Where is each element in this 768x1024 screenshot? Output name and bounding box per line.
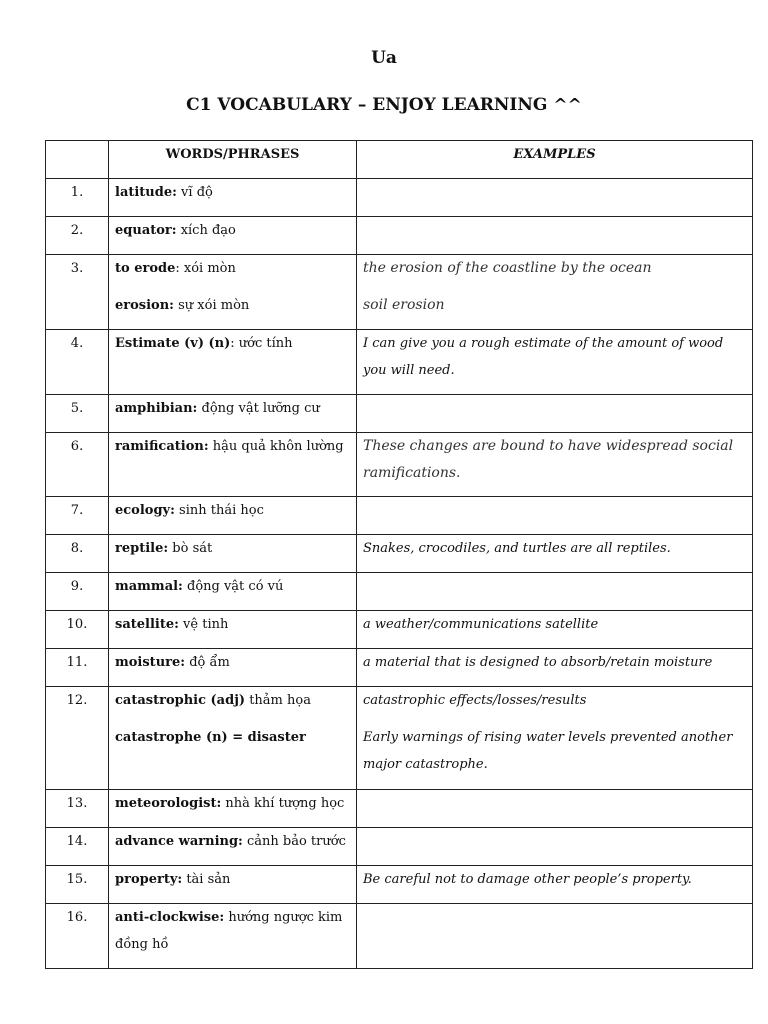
word-term: equator: <box>115 223 177 238</box>
header-words-phrases: WORDS/PHRASES <box>109 141 357 179</box>
example-text: Early warnings of rising water levels prevented another major catastrophe. <box>363 730 733 772</box>
example-cell <box>357 255 753 330</box>
example-cell <box>357 433 753 497</box>
table-row <box>46 255 753 330</box>
author-name: Ua <box>371 48 397 68</box>
row-number: 11. <box>46 649 109 687</box>
word-cell <box>109 255 357 330</box>
example-text: soil erosion <box>363 297 445 313</box>
table-row <box>46 687 753 790</box>
table-row <box>46 611 753 649</box>
word-term: erosion: <box>115 298 174 313</box>
row-number: 14. <box>46 828 109 866</box>
word-meaning: động vật có vú <box>182 579 284 594</box>
word-term: to erode <box>115 261 176 276</box>
word-meaning: hậu quả khôn lường <box>208 439 344 454</box>
example-text: a weather/communications satellite <box>363 617 599 632</box>
word-term: catastrophic (adj) <box>115 693 246 708</box>
word-cell <box>109 217 357 255</box>
word-cell <box>109 395 357 433</box>
example-text: Snakes, crocodiles, and turtles are all reptiles. <box>363 541 671 556</box>
table-row <box>46 904 753 969</box>
example-cell <box>357 179 753 217</box>
word-meaning: : xói mòn <box>175 261 236 276</box>
word-term: ecology: <box>115 503 175 518</box>
table-row <box>46 573 753 611</box>
word-meaning: tài sản <box>182 872 231 887</box>
word-term: moisture: <box>115 655 186 670</box>
table-row <box>46 179 753 217</box>
table-row <box>46 790 753 828</box>
word-term: meteorologist: <box>115 796 222 811</box>
example-cell <box>357 395 753 433</box>
table-row <box>46 497 753 535</box>
word-meaning: vĩ độ <box>176 185 213 200</box>
example-cell <box>357 330 753 395</box>
row-number: 6. <box>46 433 109 497</box>
word-cell <box>109 330 357 395</box>
table-row <box>46 649 753 687</box>
row-number: 2. <box>46 217 109 255</box>
example-text: a material that is designed to absorb/retain moisture <box>363 655 713 670</box>
header-examples: EXAMPLES <box>357 141 753 179</box>
word-term: satellite: <box>115 617 179 632</box>
example-cell <box>357 497 753 535</box>
word-meaning: : ước tính <box>230 336 293 351</box>
word-meaning: nhà khí tượng học <box>221 796 345 811</box>
word-cell <box>109 611 357 649</box>
example-text: the erosion of the coastline by the ocean <box>363 260 652 276</box>
word-cell <box>109 573 357 611</box>
word-term: advance warning: <box>115 834 243 849</box>
word-meaning: thảm họa <box>245 693 311 708</box>
word-cell <box>109 433 357 497</box>
document-title: C1 VOCABULARY – ENJOY LEARNING ^^ <box>186 95 582 115</box>
word-term: mammal: <box>115 579 183 594</box>
row-number: 3. <box>46 255 109 330</box>
word-term: reptile: <box>115 541 169 556</box>
row-number: 7. <box>46 497 109 535</box>
example-cell <box>357 866 753 904</box>
vocabulary-table <box>45 140 753 969</box>
word-term: catastrophe (n) = disaster <box>115 730 306 745</box>
word-cell <box>109 649 357 687</box>
word-meaning: động vật lưỡng cư <box>197 401 320 416</box>
word-term: amphibian: <box>115 401 198 416</box>
example-text: Be careful not to damage other people’s property. <box>363 872 692 887</box>
table-row <box>46 535 753 573</box>
row-number: 15. <box>46 866 109 904</box>
word-cell <box>109 904 357 969</box>
row-number: 8. <box>46 535 109 573</box>
row-number: 9. <box>46 573 109 611</box>
example-cell <box>357 790 753 828</box>
table-row <box>46 433 753 497</box>
word-term: anti-clockwise: <box>115 910 225 925</box>
example-text: These changes are bound to have widespread social ramifications. <box>363 438 734 481</box>
example-cell <box>357 217 753 255</box>
word-meaning: cảnh bảo trước <box>242 834 346 849</box>
word-term: property: <box>115 872 183 887</box>
table-row <box>46 828 753 866</box>
word-cell <box>109 179 357 217</box>
example-cell <box>357 828 753 866</box>
row-number: 1. <box>46 179 109 217</box>
word-cell <box>109 497 357 535</box>
word-meaning: bò sát <box>168 541 213 556</box>
example-text: I can give you a rough estimate of the amount of wood you will need. <box>363 336 724 378</box>
example-cell <box>357 687 753 790</box>
row-number: 10. <box>46 611 109 649</box>
word-cell <box>109 790 357 828</box>
row-number: 5. <box>46 395 109 433</box>
word-meaning: sự xói mòn <box>173 298 250 313</box>
word-term: latitude: <box>115 185 177 200</box>
row-number: 13. <box>46 790 109 828</box>
example-cell <box>357 611 753 649</box>
row-number: 16. <box>46 904 109 969</box>
word-meaning: sinh thái học <box>174 503 264 518</box>
word-meaning: độ ẩm <box>185 655 230 670</box>
word-term: Estimate (v) (n) <box>115 336 231 351</box>
word-meaning: xích đạo <box>176 223 236 238</box>
word-meaning: vệ tinh <box>178 617 229 632</box>
table-header-row <box>46 141 753 179</box>
header-number <box>46 141 109 179</box>
word-meaning: hướng ngược kim đồng hồ <box>115 910 343 952</box>
row-number: 12. <box>46 687 109 790</box>
example-cell <box>357 535 753 573</box>
row-number: 4. <box>46 330 109 395</box>
table-row <box>46 395 753 433</box>
word-cell <box>109 866 357 904</box>
example-cell <box>357 649 753 687</box>
example-cell <box>357 573 753 611</box>
example-text: catastrophic effects/losses/results <box>363 693 587 708</box>
word-cell <box>109 535 357 573</box>
example-cell <box>357 904 753 969</box>
word-cell <box>109 828 357 866</box>
table-row <box>46 866 753 904</box>
word-term: ramification: <box>115 439 209 454</box>
word-cell <box>109 687 357 790</box>
table-row <box>46 217 753 255</box>
table-row <box>46 330 753 395</box>
